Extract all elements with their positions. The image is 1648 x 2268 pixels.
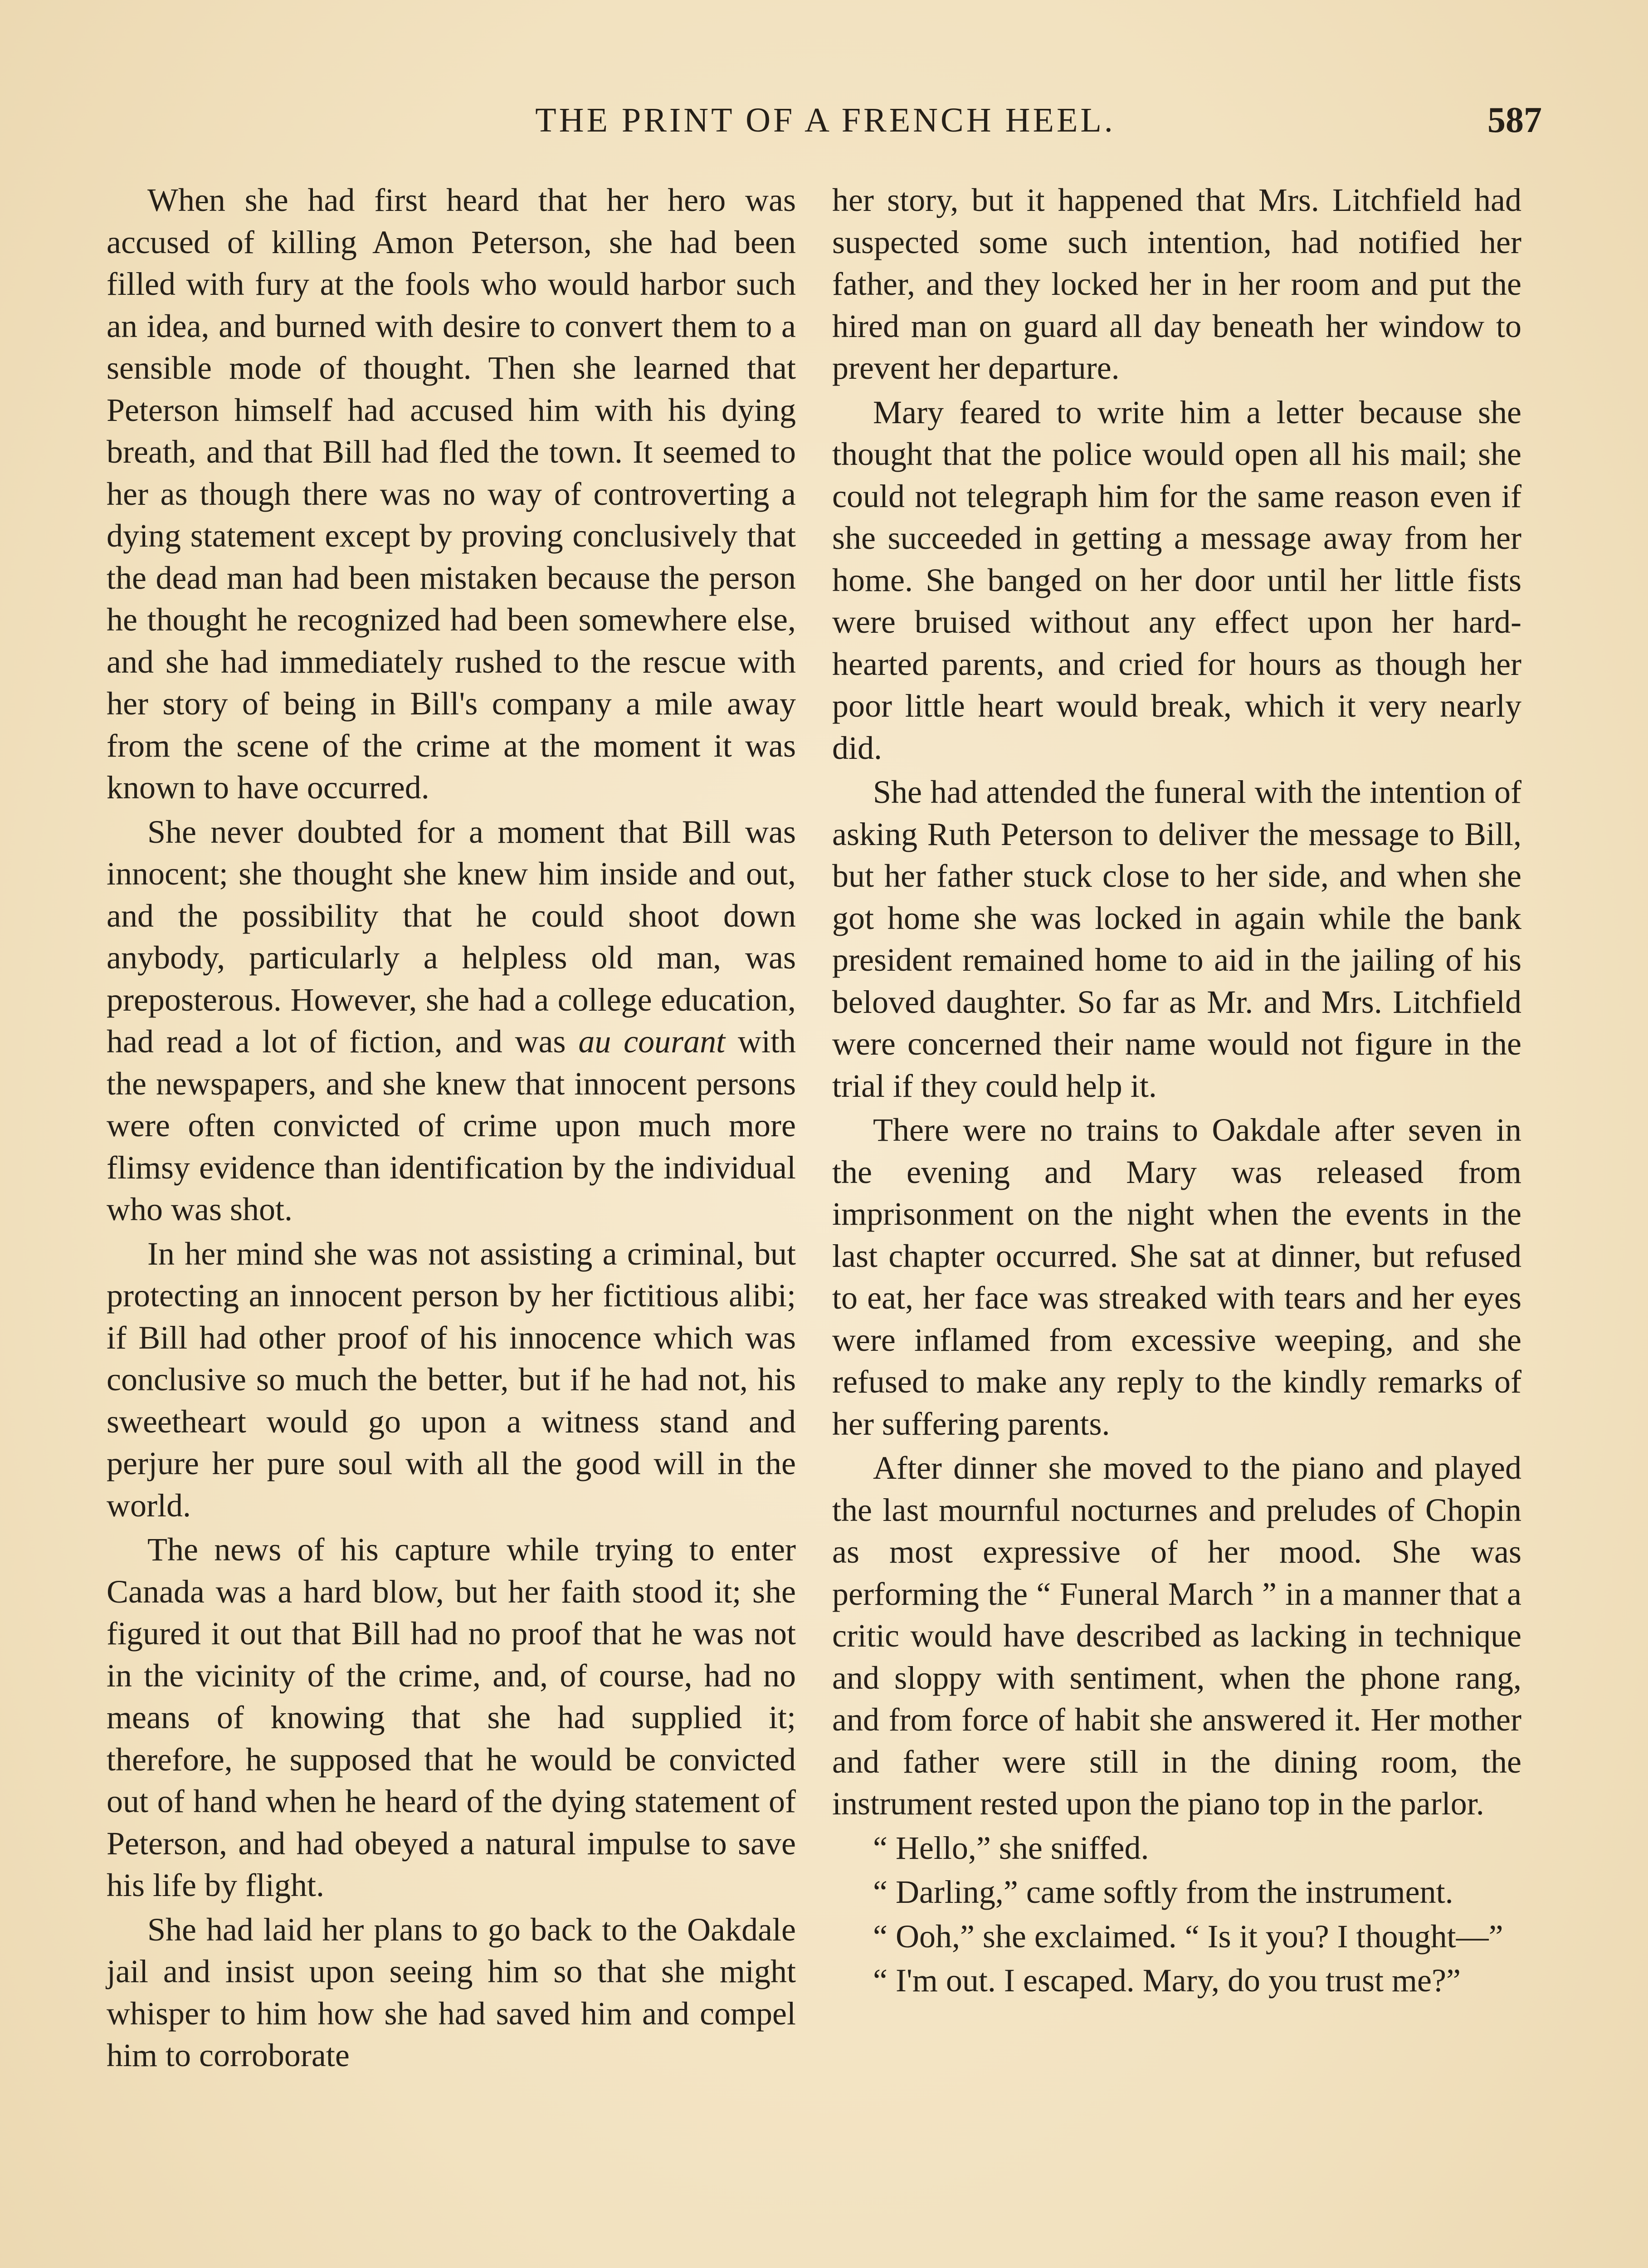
paragraph: After dinner she moved to the piano and played the last mournful nocturnes and preludes of Chopin as most expressive of her mood. She was performing the “ Funeral March ” in a manner that a critic would have described as lacking in technique and sloppy with sentiment, when the phone rang, and from force of habit she answered it. Her mother and father were still in the dining room, the instrument rested upon the piano top in the parlor. [832,1450,1521,1822]
right-column [832,179,1521,2004]
paragraph-continued: her story, but it happened that Mrs. Litchfield had suspected some such intention, had notified her father, and they locked her in her room and put the hired man on guard all day beneath her window to prevent her departure. [832,182,1521,386]
page-number: 587 [1487,100,1542,140]
paragraph: When she had first heard that her hero was accused of killing Amon Peterson, she had been filled with fury at the fools who would harbor such an idea, and burned with desire to convert them to a sensible mode of thought. Then she learned that Peterson himself had accused him with his dying breath, and that Bill had fled the town. It seemed to her as though there was no way of controverting a dying statement except by proving conclusively that the dead man had been mistaken because the person he thought he recognized had been somewhere else, and she had immediately rushed to the rescue with her story of being in Bill's company a mile away from the scene of the crime at the moment it was known to have occurred. [107,182,796,806]
dialogue-line: “ Hello,” she sniffed. [873,1829,1149,1866]
running-title: THE PRINT OF A FRENCH HEEL. [535,101,1116,139]
paragraph: There were no trains to Oakdale after seven in the evening and Mary was released from imprisonment on the night when the events in the last chapter occurred. She sat at dinner, but refused to eat, her face was streaked with tears and her eyes were inflamed from excessive weeping, and she refused to make any reply to the kindly remarks of her suffering parents. [832,1112,1521,1442]
paragraph: Mary feared to write him a letter because she thought that the police would open all his mail; she could not telegraph him for the same reason even if she succeeded in getting a message away from her home. She banged on her door until her little fists were bruised without any effect upon her hard-hearted parents, and cried for hours as though her poor little heart would break, which it very nearly did. [832,394,1521,766]
dialogue-line: “ Darling,” came softly from the instrument. [873,1874,1453,1910]
paragraph-text: She never doubted for a moment that Bill was innocent; she thought she knew him inside and out, and the possibility that he could shoot down anybody, particularly a helpless old man, was preposterous. However, she had a college education, had read a lot of fiction, and was [107,813,796,1060]
left-column [107,179,796,2079]
paragraph: She had laid her plans to go back to the Oakdale jail and insist upon seeing him so that she might whisper to him how she had saved him and compel him to corroborate [107,1911,796,2073]
dialogue-line: “ I'm out. I escaped. Mary, do you trust me?” [873,1962,1461,1999]
paragraph: She had attended the funeral with the intention of asking Ruth Peterson to deliver the message to Bill, but her father stuck close to her side, and when she got home she was locked in again while the bank president remained home to aid in the jailing of his beloved daughter. So far as Mr. and Mrs. Litchfield were concerned their name would not figure in the trial if they could help it. [832,774,1521,1104]
paragraph: In her mind she was not assisting a criminal, but protecting an innocent person by her fictitious alibi; if Bill had other proof of his innocence which was conclusive so much the better, but if he had not, his sweetheart would go upon a witness stand and perjure her pure soul with all the good will in the world. [107,1235,796,1524]
paragraph: The news of his capture while trying to enter Canada was a hard blow, but her faith stood it; she figured it out that Bill had no proof that he was not in the vicinity of the crime, and, of course, had no means of knowing that she had supplied it; therefore, he supposed that he would be convicted out of hand when he heard of the dying statement of Peterson, and had obeyed a natural impulse to save his life by flight. [107,1531,796,1903]
paragraph [107,811,796,1231]
paragraph-text: with the newspapers, and she knew that innocent persons were often convicted of crime upon much more flimsy evidence than identification by the individual who was shot. [107,1023,796,1227]
italic-phrase: au courant [578,1023,726,1060]
page-header [109,93,1542,147]
dialogue-line: “ Ooh,” she exclaimed. “ Is it you? I thought—” [873,1918,1503,1955]
